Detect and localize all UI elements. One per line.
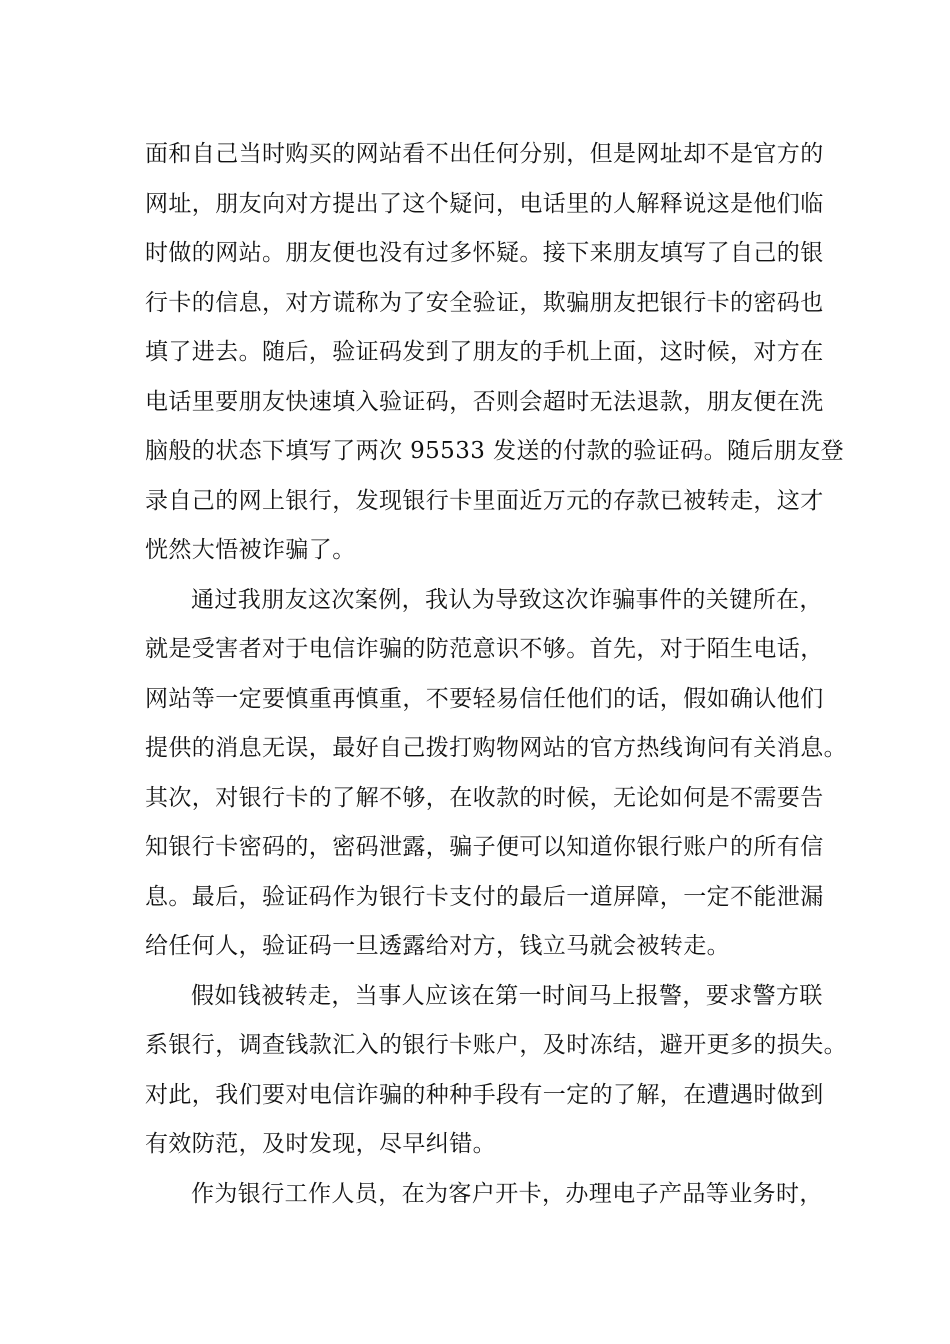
text-line: 给任何人，验证码一旦透露给对方，钱立马就会被转走。 [145,933,730,959]
text-line: 网址，朋友向对方提出了这个疑问，电话里的人解释说这是他们临 [145,190,824,217]
paragraph-start-line: 通过我朋友这次案例，我认为导致这次诈骗事件的关键所在， [191,586,823,613]
text-line: 行卡的信息，对方谎称为了安全验证，欺骗朋友把银行卡的密码也 [145,289,824,316]
text-line: 脑般的状态下填写了两次 95533 发送的付款的验证码。随后朋友登 [145,438,844,464]
text-line: 时做的网站。朋友便也没有过多怀疑。接下来朋友填写了自己的银 [145,240,824,266]
text-line: 恍然大悟被诈骗了。 [145,537,356,563]
text-line: 填了进去。随后，验证码发到了朋友的手机上面，这时候，对方在 [145,339,824,365]
text-line: 提供的消息无误，最好自己拨打购物网站的官方热线询问有关消息。 [145,735,847,761]
text-line: 网站等一定要慎重再慎重，不要轻易信任他们的话，假如确认他们 [145,685,824,712]
paragraph-start-line: 假如钱被转走，当事人应该在第一时间马上报警，要求警方联 [191,982,823,1009]
text-line: 面和自己当时购买的网站看不出任何分别，但是网址却不是官方的 [145,141,824,167]
text-line: 知银行卡密码的，密码泄露，骗子便可以知道你银行账户的所有信 [145,834,824,860]
text-line: 电话里要朋友快速填入验证码，否则会超时无法退款，朋友便在洗 [145,388,824,415]
text-line: 其次，对银行卡的了解不够，在收款的时候，无论如何是不需要告 [145,784,824,811]
text-line: 息。最后，验证码作为银行卡支付的最后一道屏障，一定不能泄漏 [145,883,824,910]
text-line: 就是受害者对于电信诈骗的防范意识不够。首先，对于陌生电话， [145,636,824,662]
text-line: 对此，我们要对电信诈骗的种种手段有一定的了解，在遭遇时做到 [145,1081,824,1108]
paragraph-start-line: 作为银行工作人员，在为客户开卡，办理电子产品等业务时， [191,1180,823,1207]
text-line: 录自己的网上银行，发现银行卡里面近万元的存款已被转走，这才 [145,487,824,514]
text-line: 系银行，调查钱款汇入的银行卡账户，及时冻结，避开更多的损失。 [145,1032,847,1058]
text-line: 有效防范，及时发现，尽早纠错。 [145,1131,496,1157]
body-text [145,130,847,1219]
